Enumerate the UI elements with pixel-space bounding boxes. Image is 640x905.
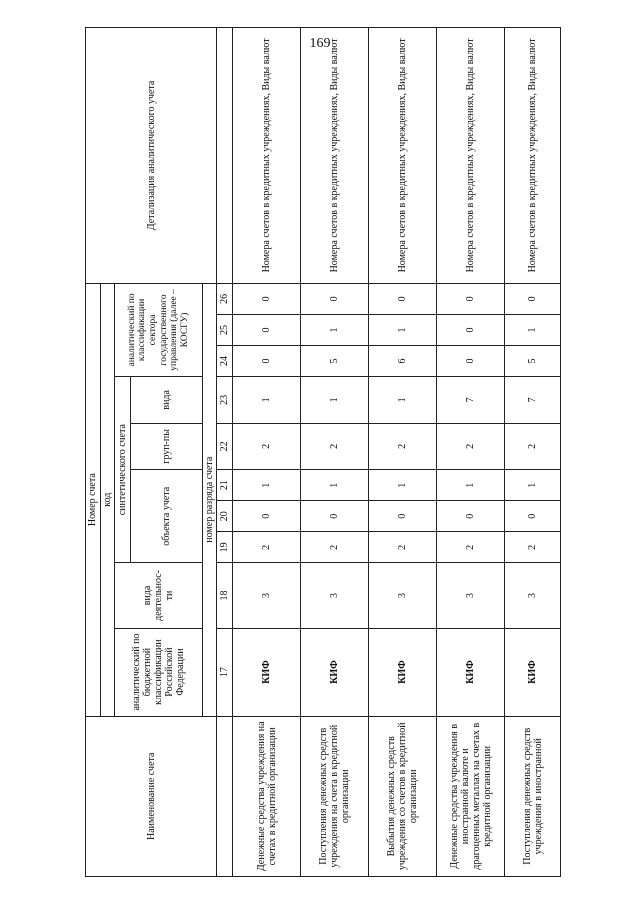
row-code-20: 0 xyxy=(301,501,369,532)
row-code-25: 0 xyxy=(437,314,505,345)
row-code-17: КИФ xyxy=(505,628,561,716)
row-code-20: 0 xyxy=(437,501,505,532)
table-row xyxy=(505,28,561,877)
row-detail: Номера счетов в кредитных учреждениях, Виды валют xyxy=(437,28,505,284)
row-code-19: 2 xyxy=(505,532,561,563)
digit-cell-blank xyxy=(217,716,233,876)
row-account-name: Выбытия денежных средств учреждения со счетов в кредитной организации xyxy=(369,716,437,876)
digit-cell: 22 xyxy=(217,423,233,470)
row-code-21: 1 xyxy=(301,470,369,501)
row-code-23: 7 xyxy=(505,377,561,424)
page-number: 169 xyxy=(309,36,331,51)
digit-cell: 26 xyxy=(217,283,233,314)
row-account-name: Поступления денежных средств учреждения на счета в кредитной организации xyxy=(301,716,369,876)
row-code-20: 0 xyxy=(505,501,561,532)
row-code-26: 0 xyxy=(505,283,561,314)
row-code-24: 0 xyxy=(437,346,505,377)
accounts-table xyxy=(85,27,561,877)
row-detail: Номера счетов в кредитных учреждениях, Виды валют xyxy=(301,28,369,284)
row-code-20: 0 xyxy=(369,501,437,532)
header-synthetic-account: синтетического счета xyxy=(115,377,131,563)
row-detail: Номера счетов в кредитных учреждениях, Виды валют xyxy=(505,28,561,284)
row-code-23: 1 xyxy=(369,377,437,424)
row-detail: Номера счетов в кредитных учреждениях, Виды валют xyxy=(369,28,437,284)
row-code-21: 1 xyxy=(437,470,505,501)
header-analytic-detail: Детализация аналитического учета xyxy=(86,28,217,284)
row-code-18: 3 xyxy=(233,563,301,628)
digit-cell: 24 xyxy=(217,346,233,377)
row-code-22: 2 xyxy=(505,423,561,470)
row-code-23: 1 xyxy=(233,377,301,424)
row-code-22: 2 xyxy=(301,423,369,470)
header-group: груп-пы xyxy=(131,423,203,470)
row-code-19: 2 xyxy=(233,532,301,563)
row-code-23: 1 xyxy=(301,377,369,424)
row-code-17: КИФ xyxy=(233,628,301,716)
header-accounting-object: объекта учета xyxy=(131,470,203,563)
header-account-name: Наименование счета xyxy=(86,716,217,876)
row-code-24: 5 xyxy=(505,346,561,377)
row-account-name: Денежные средства учреждения на счетах в кредитной организации xyxy=(233,716,301,876)
row-code-26: 0 xyxy=(233,283,301,314)
row-code-24: 5 xyxy=(301,346,369,377)
row-code-20: 0 xyxy=(233,501,301,532)
row-code-25: 1 xyxy=(369,314,437,345)
header-account-number: Номер счета xyxy=(86,283,101,716)
row-code-18: 3 xyxy=(369,563,437,628)
row-code-26: 0 xyxy=(437,283,505,314)
row-code-24: 6 xyxy=(369,346,437,377)
digit-cell: 17 xyxy=(217,628,233,716)
row-code-19: 2 xyxy=(301,532,369,563)
row-code-18: 3 xyxy=(301,563,369,628)
table-row xyxy=(437,28,505,877)
row-account-name: Денежные средства учреждения в иностранной валюте и драгоценных металлах на счетах в кредитной организации xyxy=(437,716,505,876)
row-code-19: 2 xyxy=(369,532,437,563)
table-row xyxy=(369,28,437,877)
row-code-26: 0 xyxy=(369,283,437,314)
row-code-17: КИФ xyxy=(301,628,369,716)
row-code-26: 0 xyxy=(301,283,369,314)
digit-cell: 18 xyxy=(217,563,233,628)
row-code-25: 0 xyxy=(233,314,301,345)
digit-cell: 21 xyxy=(217,470,233,501)
row-code-17: КИФ xyxy=(369,628,437,716)
table-row xyxy=(301,28,369,877)
digit-cell: 19 xyxy=(217,532,233,563)
row-code-24: 0 xyxy=(233,346,301,377)
header-kind: вида xyxy=(131,377,203,424)
row-code-25: 1 xyxy=(301,314,369,345)
header-digit-number: номер разряда счета xyxy=(203,283,217,716)
row-code-23: 7 xyxy=(437,377,505,424)
header-code: код xyxy=(101,283,115,716)
row-code-19: 2 xyxy=(437,532,505,563)
header-activity-type: вида деятельнос-ти xyxy=(115,563,203,628)
row-detail: Номера счетов в кредитных учреждениях, Виды валют xyxy=(233,28,301,284)
row-code-25: 1 xyxy=(505,314,561,345)
row-code-21: 1 xyxy=(233,470,301,501)
row-code-18: 3 xyxy=(505,563,561,628)
header-kosgu: аналитический по классификации сектора государственного управления (далее – КОСГУ) xyxy=(115,283,203,376)
row-code-22: 2 xyxy=(233,423,301,470)
rotated-table-container xyxy=(85,27,555,877)
digit-cell-blank xyxy=(217,28,233,284)
row-code-18: 3 xyxy=(437,563,505,628)
digit-cell: 23 xyxy=(217,377,233,424)
row-code-21: 1 xyxy=(505,470,561,501)
row-account-name: Поступления денежных средств учреждения в иностранной xyxy=(505,716,561,876)
digit-cell: 20 xyxy=(217,501,233,532)
digit-cell: 25 xyxy=(217,314,233,345)
row-code-22: 2 xyxy=(369,423,437,470)
row-code-17: КИФ xyxy=(437,628,505,716)
row-code-21: 1 xyxy=(369,470,437,501)
row-code-22: 2 xyxy=(437,423,505,470)
table-row xyxy=(233,28,301,877)
header-budget-classification: аналитический по бюджетной классификации Российской Федерации xyxy=(115,628,203,716)
